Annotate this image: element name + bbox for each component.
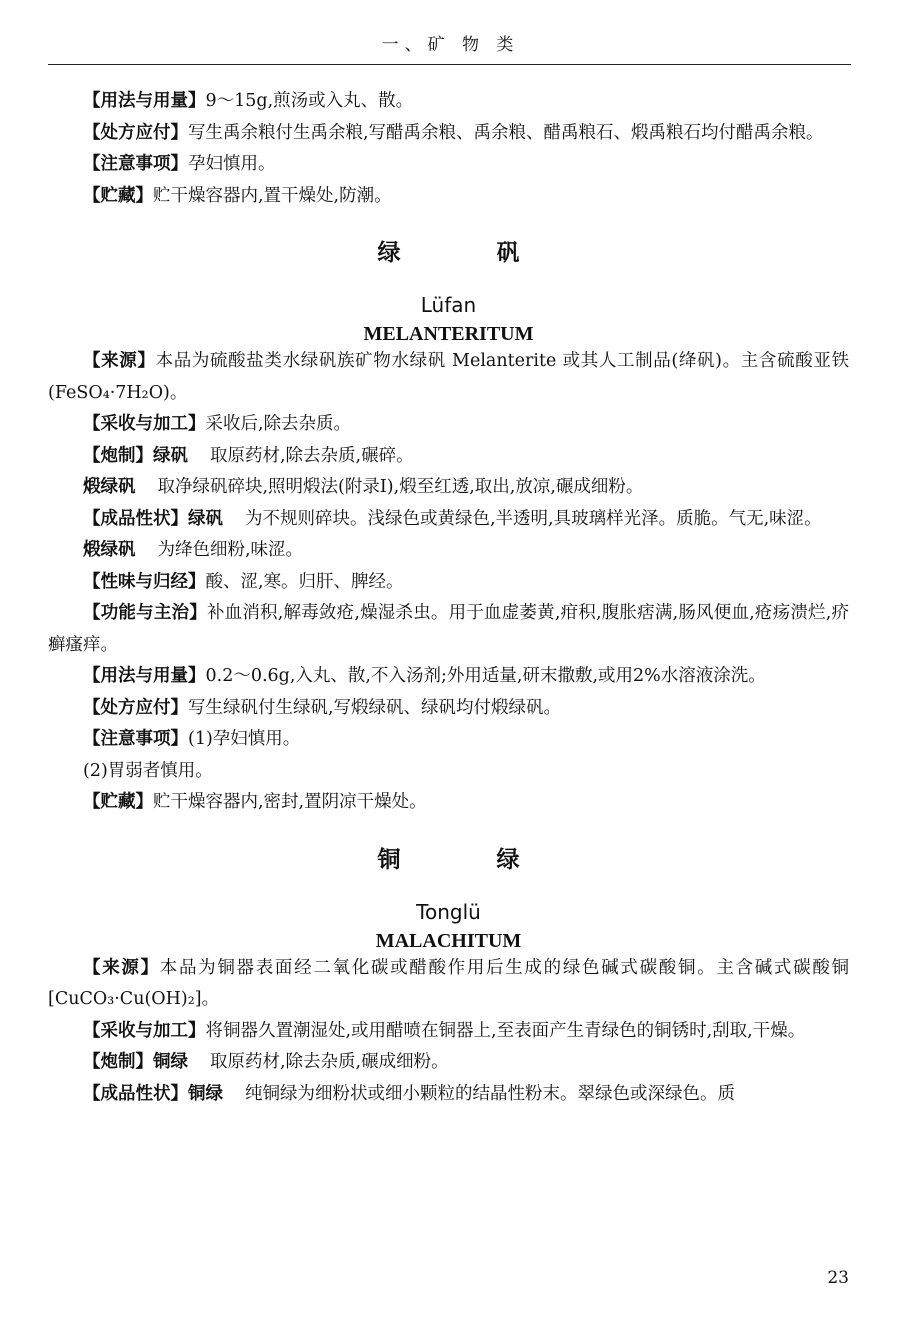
lufan-processing-calcined: 煅绿矾 取净绿矾碎块,照明煅法(附录Ⅰ),煅至红透,取出,放凉,碾成细粉。 — [83, 477, 644, 497]
lufan-nature: 【性味与归经】酸、涩,寒。归肝、脾经。 — [83, 571, 404, 592]
entry-latin-tonglu: MALACHITUM — [375, 929, 522, 952]
tonglu-processing: 【炮制】铜绿 取原药材,除去杂质,碾成细粉。 — [83, 1052, 449, 1072]
prev-prescription: 【处方应付】写生禹余粮付生禹余粮,写醋禹余粮、禹余粮、醋禹粮石、煅禹粮石均付醋禹余粮。 — [83, 122, 824, 143]
lufan-source: 【来源】本品为硫酸盐类水绿矾族矿物水绿矾 Melanterite 或其人工制品(绛矾)。主含硫酸亚铁(FeSO₄·7H₂O)。 — [48, 351, 849, 403]
lufan-characteristics-calcined: 煅绿矾 为绛色细粉,味涩。 — [83, 540, 304, 560]
lufan-prescription: 【处方应付】写生绿矾付生绿矾,写煅绿矾、绿矾均付煅绿矾。 — [83, 697, 562, 718]
tonglu-characteristics: 【成品性状】铜绿 纯铜绿为细粉状或细小颗粒的结晶性粉末。翠绿色或深绿色。质 — [83, 1083, 735, 1104]
lufan-storage: 【贮藏】贮干燥容器内,密封,置阴凉干燥处。 — [83, 792, 427, 812]
entry-pinyin-lufan: Lüfan — [420, 293, 477, 317]
lufan-processing: 【炮制】绿矾 取原药材,除去杂质,碾碎。 — [83, 445, 414, 466]
lufan-characteristics: 【成品性状】绿矾 为不规则碎块。浅绿色或黄绿色,半透明,具玻璃样光泽。质脆。气无,味涩。 — [83, 508, 822, 529]
lufan-harvest: 【采收与加工】采收后,除去杂质。 — [83, 414, 352, 434]
prev-storage: 【贮藏】贮干燥容器内,置干燥处,防潮。 — [83, 185, 392, 206]
entry-pinyin-tonglu: Tonglü — [416, 899, 481, 924]
prev-caution: 【注意事项】孕妇慎用。 — [83, 154, 276, 174]
lufan-usage: 【用法与用量】0.2～0.6g,入丸、散,不入汤剂;外用适量,研末撒敷,或用2%水溶液涂洗。 — [83, 666, 766, 686]
page-body — [48, 86, 849, 1110]
tonglu-source: 【来源】本品为铜器表面经二氧化碳或醋酸作用后生成的绿色碱式碳酸铜。主含碱式碳酸铜[CuCO₃·Cu(OH)₂]。 — [48, 957, 850, 1009]
lufan-caution: 【注意事项】(1)孕妇慎用。 — [83, 729, 301, 749]
prev-usage: 【用法与用量】9～15g,煎汤或入丸、散。 — [83, 91, 414, 111]
lufan-caution-2: (2)胃弱者慎用。 — [83, 760, 213, 781]
running-header: 一、矿 物 类 — [381, 35, 520, 55]
tonglu-harvest: 【采收与加工】将铜器久置潮湿处,或用醋喷在铜器上,至表面产生青绿色的铜锈时,刮取,干燥。 — [83, 1020, 806, 1041]
header-rule — [48, 64, 851, 65]
entry-latin-lufan: MELANTERITUM — [363, 323, 534, 345]
page-number: 23 — [827, 1268, 849, 1288]
entry-title-lufan: 绿 矾 — [377, 240, 564, 266]
lufan-function: 【功能与主治】补血消积,解毒敛疮,燥湿杀虫。用于血虚萎黄,疳积,腹胀痞满,肠风便血,疮疡溃烂,疥癣瘙痒。 — [48, 603, 850, 655]
entry-title-tonglu: 铜 绿 — [377, 846, 564, 873]
